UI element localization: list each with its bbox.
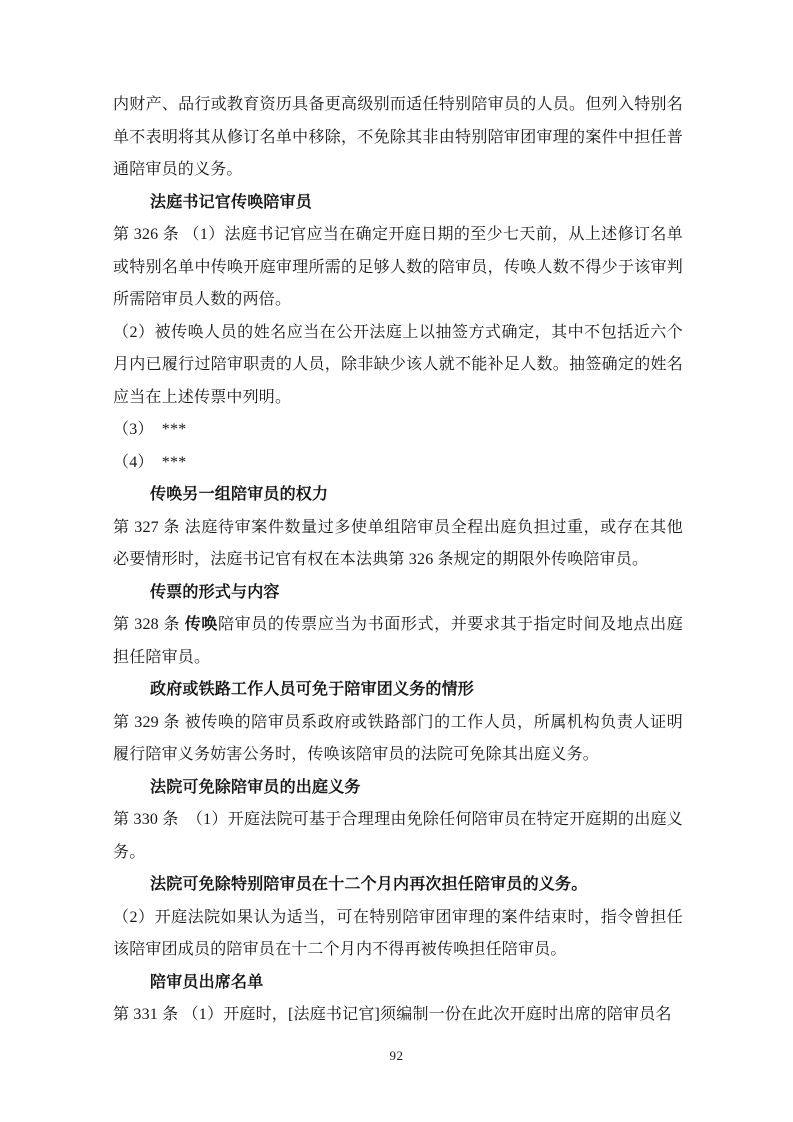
section-heading: 传唤另一组陪审员的权力 bbox=[150, 486, 329, 503]
section-heading: 政府或铁路工作人员可免于陪审团义务的情形 bbox=[150, 681, 475, 698]
bold-text-run: 传唤 bbox=[184, 616, 218, 633]
text-run: 陪审员的传票应当为书面形式，并要求其于指定时间及地点出庭担任陪审员。 bbox=[113, 616, 683, 666]
paragraph: 第 326 条 （1）法庭书记官应当在确定开庭日期的至少七天前，从上述修订名单或特别名单中传唤开庭审理所需的足够人数的陪审员，传唤人数不得少于该审判所需陪审员人数的两倍。 bbox=[113, 226, 683, 308]
paragraph: （2）开庭法院如果认为适当，可在特别陪审团审理的案件结束时，指令曾担任该陪审团成员的陪审员在十二个月内不得再被传唤担任陪审员。 bbox=[113, 908, 683, 958]
paragraph: （3） *** bbox=[113, 421, 187, 438]
text-run: 第 328 条 bbox=[113, 616, 185, 633]
paragraph: （4） *** bbox=[113, 453, 187, 471]
section-heading: 陪审员出席名单 bbox=[150, 973, 264, 991]
paragraph bbox=[113, 609, 683, 674]
paragraph: 第 327 条 法庭待审案件数量过多使单组陪审员全程出庭负担过重，或存在其他必要情形时，法庭书记官有权在本法典第 326 条规定的期限外传唤陪审员。 bbox=[113, 518, 683, 568]
paragraph: 内财产、品行或教育资历具备更高级别而适任特别陪审员的人员。但列入特别名单不表明将其从修订名单中移除，不免除其非由特别陪审团审理的案件中担任普通陪审员的义务。 bbox=[113, 96, 683, 178]
paragraph: 第 330 条 （1）开庭法院可基于合理理由免除任何陪审员在特定开庭期的出庭义务。 bbox=[113, 811, 683, 861]
section-heading: 法庭书记官传唤陪审员 bbox=[150, 193, 313, 211]
paragraph: （2）被传唤人员的姓名应当在公开法庭上以抽签方式确定，其中不包括近六个月内已履行过陪审职责的人员，除非缺少该人就不能补足人数。抽签确定的姓名应当在上述传票中列明。 bbox=[113, 323, 683, 406]
section-heading: 法院可免除陪审员的出庭义务 bbox=[150, 778, 361, 796]
section-heading: 传票的形式与内容 bbox=[150, 583, 280, 601]
paragraph: 第 329 条 被传唤的陪审员系政府或铁路部门的工作人员，所属机构负责人证明履行陪审义务妨害公务时，传唤该陪审员的法院可免除其出庭义务。 bbox=[113, 713, 683, 763]
page-number: 92 bbox=[389, 1048, 404, 1063]
document-body bbox=[113, 89, 683, 1032]
section-heading: 法院可免除特别陪审员在十二个月内再次担任陪审员的义务。 bbox=[150, 876, 588, 893]
paragraph: 第 331 条 （1）开庭时，[法庭书记官]须编制一份在此次开庭时出席的陪审员名 bbox=[113, 1006, 672, 1023]
